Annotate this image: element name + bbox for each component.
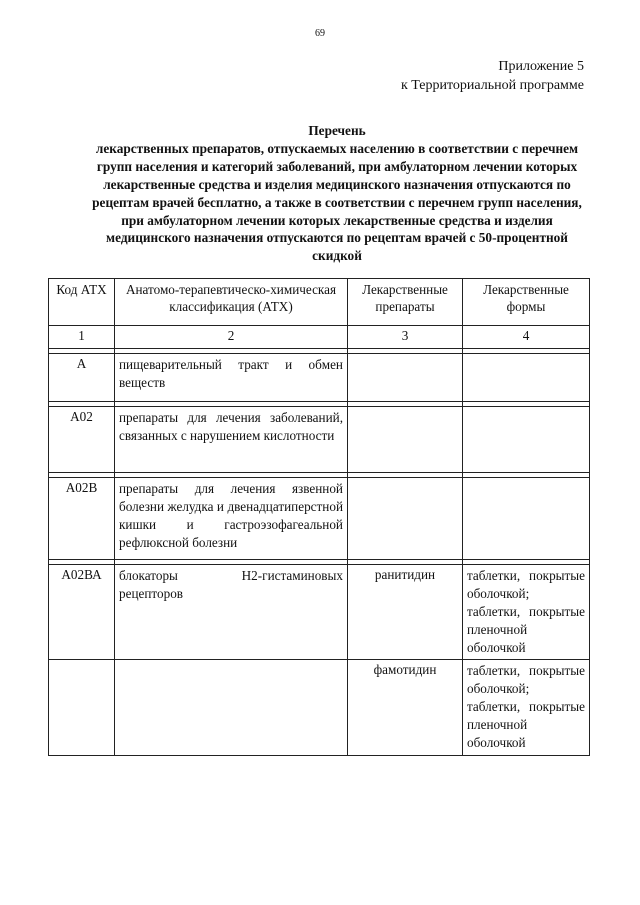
drug-name: фамотидин [348,660,463,756]
appendix-note [401,57,584,95]
drug-name [348,407,463,473]
table-row [49,478,590,560]
drug-name [348,354,463,402]
table-row [49,407,590,473]
title-heading: Перечень [308,123,366,138]
header-forms: Лекарственные формы [463,279,590,326]
header-code: Код АТХ [49,279,115,326]
atc-classification: блокаторы H2-гистаминовых рецепторов [115,565,348,660]
table-row [49,354,590,402]
dosage-form [463,407,590,473]
column-number: 2 [115,326,348,349]
column-number-row [49,326,590,349]
header-classification: Анатомо-терапевтическо-химическая классификация (АТХ) [115,279,348,326]
table-header-row [49,279,590,326]
atc-classification: препараты для лечения заболеваний, связанных с нарушением кислотности [115,407,348,473]
table-row [49,565,590,660]
atc-code: А02 [49,407,115,473]
atc-code: А [49,354,115,402]
appendix-line-2: к Территориальной программе [400,78,584,93]
column-number: 3 [348,326,463,349]
table-row [49,660,590,756]
atc-classification: препараты для лечения язвенной болезни желудка и двенадцатиперстной кишки и гастроэзофагеальной рефлюксной болезни [115,478,348,560]
drug-name: ранитидин [348,565,463,660]
dosage-form: таблетки, покрытые оболочкой; таблетки, покрытые пленочной оболочкой [463,565,590,660]
column-number: 1 [49,326,115,349]
title-body: лекарственных препаратов, отпускаемых населению в соответствии с перечнем групп населения и категорий заболеваний, при амбулаторном лечении которых лекарственные средства и изделия медицинского назначения отпускаются по рецептам врачей бесплатно, а также в соответствии с перечнем групп населения, при амбулаторном лечении которых лекарственные средства и изделия медицинского назначения отпускаются по рецептам врачей с 50-процентной скидкой [92,140,582,264]
dosage-form: таблетки, покрытые оболочкой; таблетки, покрытые пленочной оболочкой [463,660,590,756]
appendix-line-1: Приложение 5 [498,59,584,74]
page-number: 69 [315,28,325,39]
atc-code: А02В [49,478,115,560]
column-number: 4 [463,326,590,349]
header-drugs: Лекарственные препараты [348,279,463,326]
atc-classification [115,660,348,756]
dosage-form [463,354,590,402]
atc-code: А02ВА [49,565,115,660]
atc-classification: пищеварительный тракт и обмен веществ [115,354,348,402]
dosage-form [463,478,590,560]
drug-name [348,478,463,560]
drug-list-table [48,278,590,756]
atc-code [49,660,115,756]
document-title [92,122,582,265]
